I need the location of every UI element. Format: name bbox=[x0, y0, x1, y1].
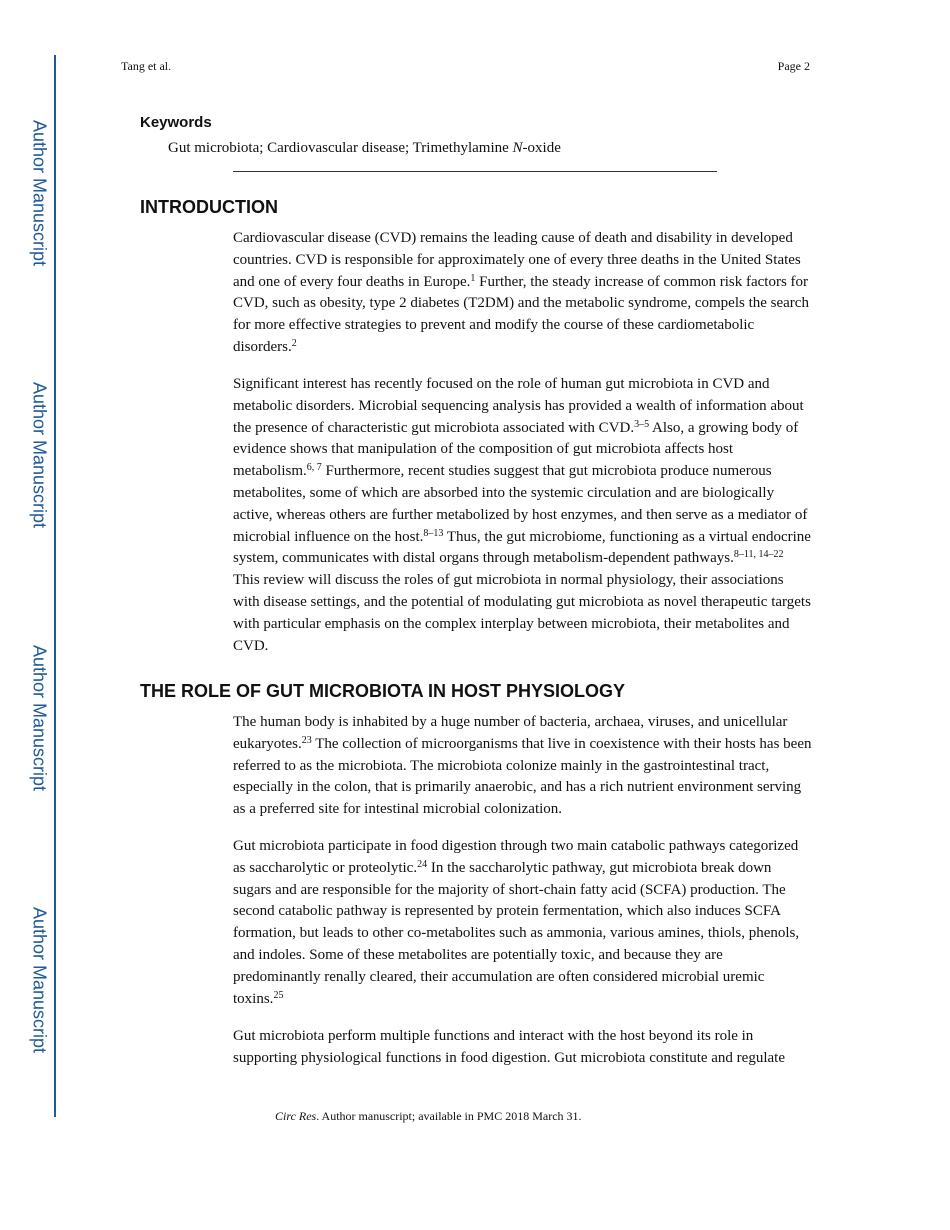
sidebar-rule bbox=[54, 55, 56, 1117]
citation: 2 bbox=[291, 337, 297, 349]
running-title: Tang et al. bbox=[121, 59, 172, 73]
citation: 8–13 bbox=[423, 527, 444, 539]
introduction-heading: INTRODUCTION bbox=[140, 197, 278, 217]
keywords-list: Gut microbiota; Cardiovascular disease; Trimethylamine N-oxide bbox=[168, 140, 561, 156]
citation: 25 bbox=[273, 989, 284, 1001]
role-paragraph-2: Gut microbiota participate in food digestion through two main catabolic pathways categorized as saccharolytic or proteolytic.$^{24}$ In the saccharolytic pathway, gut microbiota break down sugars and are responsible for the majority of short-chain fatty acid (SCFA) production. The second catabolic pathway is represented by protein fermentation, which also induces SCFA formation, but leads to other co-metabolites such as ammonia, various amines, thiols, phenols, and indoles. Some of these metabolites are potentially toxic, and because they are predominantly renally cleared, their accumulation are often considered microbial uremic toxins.$^{25}$ bbox=[233, 838, 800, 1007]
intro-paragraph-1: Cardiovascular disease (CVD) remains the leading cause of death and disability in developed countries. CVD is responsible for approximately one of every three deaths in the United States and one of every four deaths in Europe.$^1$ Further, the steady increase of common risk factors for CVD, such as obesity, type 2 diabetes (T2DM) and the metabolic syndrome, compels the search for more effective strategies to prevent and modify the course of these cardiometabolic disorders.$^2$ bbox=[233, 230, 809, 355]
citation: 6, 7 bbox=[306, 462, 322, 474]
intro-paragraph-2: Significant interest has recently focused on the role of human gut microbiota in CVD and metabolic disorders. Microbial sequencing analysis has provided a wealth of information about the presence of characteristic gut microbiota associated with CVD.$^{3-5}$ Also, a growing body of evidence shows that manipulation of the composition of gut microbiota affects host metabolism.$^{6, 7}$ Furthermore, recent studies suggest that gut microbiota produce numerous metabolites, some of which are absorbed into the systemic circulation and are biologically active, whereas others are further metabolized by host enzymes, and then serve as a mediator of microbial influence on the host.$^{8-13}$ Thus, the gut microbiome, functioning as a virtual endocrine system, communicates with distal organs through metabolism-dependent pathways.$^{8-11, 14-22}$ This review will discuss the roles of gut microbiota in normal physiology, their associations with disease settings, and the potential of modulating gut microbiota as novel therapeutic targets with particular emphasis on the complex interplay between microbiota, their metabolites and CVD. bbox=[233, 376, 811, 654]
keywords-divider bbox=[233, 171, 717, 172]
citation: 24 bbox=[417, 858, 428, 870]
keywords-heading: Keywords bbox=[140, 114, 212, 131]
page-number: Page 2 bbox=[777, 59, 810, 73]
role-paragraph-1: The human body is inhabited by a huge number of bacteria, archaea, viruses, and unicellular eukaryotes.$^{23}$ The collection of microorganisms that live in coexistence with their hosts has been referred to as the microbiota. The microbiota colonize mainly in the gastrointestinal tract, especially in the colon, that is primarily anaerobic, and has a rich nutrient environment serving as a preferred site for intestinal microbial colonization. bbox=[233, 714, 812, 818]
citation: 8–11, 14–22 bbox=[733, 549, 784, 561]
role-paragraph-3: Gut microbiota perform multiple functions and interact with the host beyond its role in supporting physiological functions in food digestion. Gut microbiota constitute and regulate bbox=[233, 1028, 785, 1066]
citation: 3–5 bbox=[634, 418, 650, 430]
citation: 23 bbox=[301, 734, 312, 746]
citation: 1 bbox=[470, 272, 476, 284]
page-footer: Circ Res. Author manuscript; available in PMC 2018 March 31. bbox=[275, 1109, 582, 1123]
role-heading: THE ROLE OF GUT MICROBIOTA IN HOST PHYSIOLOGY bbox=[140, 681, 626, 701]
